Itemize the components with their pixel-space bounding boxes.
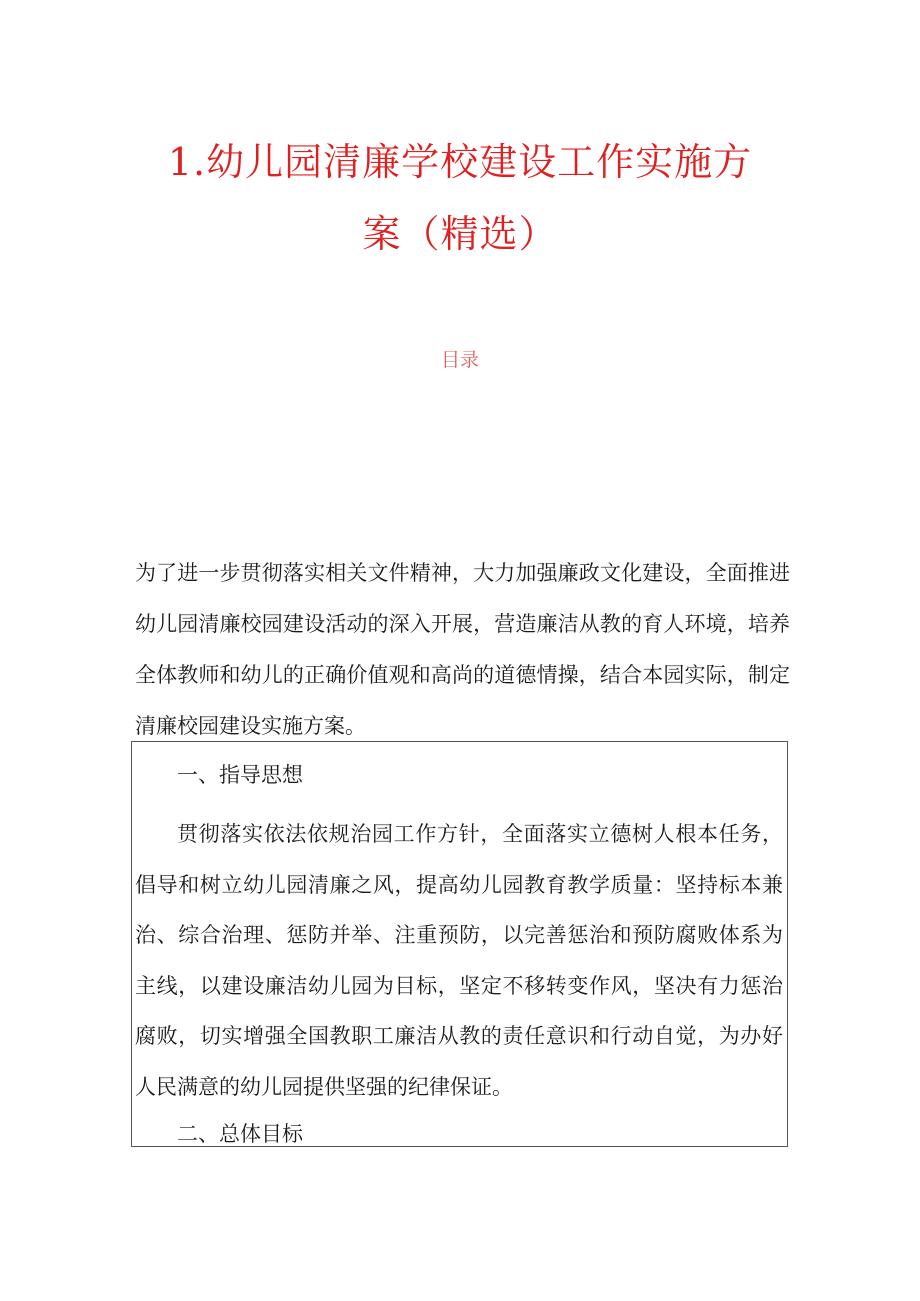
content-box [131, 741, 788, 1147]
document-title-line-1: 1.幼儿园清廉学校建设工作实施方 [167, 140, 753, 184]
section-body-guiding-ideology: 贯彻落实依法依规治园工作方针，全面落实立德树人根本任务，倡导和树立幼儿园清廉之风，提高幼儿园教育教学质量：坚持标本兼治、综合治理、惩防并举、注重预防，以完善惩治和预防腐败体系为主线，以建设廉洁幼儿园为目标，坚定不移转变作风，坚决有力惩治腐败，切实增强全国教职工廉洁从教的责任意识和行动自觉，为办好人民满意的幼儿园提供坚强的纪律保证。 [135, 822, 783, 1099]
section-heading-guiding-ideology: 一、指导思想 [177, 763, 303, 787]
section-heading-overall-goal: 二、总体目标 [177, 1122, 303, 1146]
document-title-line-2: 案（精选） [362, 212, 558, 256]
intro-paragraph: 为了进一步贯彻落实相关文件精神，大力加强廉政文化建设，全面推进幼儿园清廉校园建设活动的深入开展，营造廉洁从教的育人环境，培养全体教师和幼儿的正确价值观和高尚的道德情操，结合本园实际，制定清廉校园建设实施方案。 [135, 561, 790, 738]
table-of-contents-label: 目录 [440, 349, 479, 371]
